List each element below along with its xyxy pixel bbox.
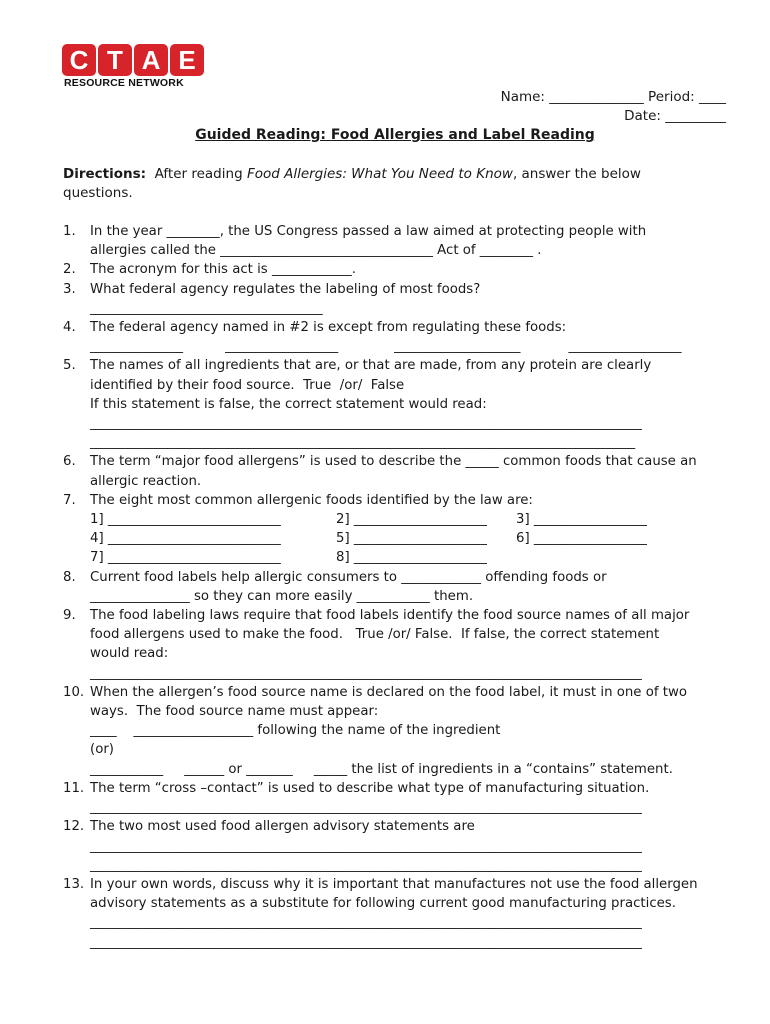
allergen-blank: 5] ____________________ bbox=[336, 531, 487, 547]
question-text: In your own words, discuss why it is important that manufactures not use the food allergen bbox=[90, 876, 698, 892]
allergen-row bbox=[90, 510, 733, 529]
question-text: The acronym for this act is ____________. bbox=[90, 262, 356, 278]
question-text: would read: bbox=[90, 646, 169, 662]
answer-blank: _________________ bbox=[568, 339, 682, 355]
question-text: Current food labels help allergic consumers to ____________ offending foods or bbox=[90, 569, 607, 585]
directions-text-before: After reading bbox=[146, 166, 247, 182]
answer-blank: ___________________________________________________________________________________ bbox=[90, 857, 642, 873]
question-text: ____ __________________ following the name of the ingredient bbox=[90, 723, 501, 739]
question-text: The federal agency named in #2 is except from regulating these foods: bbox=[90, 320, 567, 336]
allergen-row bbox=[90, 529, 733, 548]
allergen-row bbox=[90, 548, 733, 567]
answer-blank: _________________ bbox=[225, 339, 339, 355]
answer-blank: ___________________________________ bbox=[90, 300, 323, 316]
logo-subtitle: RESOURCE NETWORK bbox=[64, 77, 184, 89]
allergen-blank: 2] ____________________ bbox=[336, 512, 487, 528]
question-list bbox=[63, 222, 733, 952]
question-text: (or) bbox=[90, 742, 114, 758]
directions bbox=[63, 165, 713, 203]
logo-letters bbox=[62, 44, 207, 76]
logo-letter-a: A bbox=[134, 44, 168, 76]
question-number: 3. bbox=[63, 281, 76, 297]
question-number: 2. bbox=[63, 262, 76, 278]
ctae-logo bbox=[62, 44, 207, 89]
directions-text-after: , answer the below questions. bbox=[63, 166, 641, 201]
question-text: In the year ________, the US Congress passed a law aimed at protecting people with bbox=[90, 224, 647, 239]
question-text: _______________ so they can more easily ___________ them. bbox=[90, 588, 474, 604]
answer-blank: ___________________ bbox=[394, 339, 521, 355]
allergen-blank: 7] __________________________ bbox=[90, 550, 281, 566]
question-5 bbox=[63, 356, 733, 452]
question-7 bbox=[63, 491, 733, 568]
question-text: ways. The food source name must appear: bbox=[90, 704, 379, 720]
answer-blank: ___________________________________________________________________________________ bbox=[90, 800, 642, 816]
question-number: 6. bbox=[63, 454, 76, 470]
question-number: 5. bbox=[63, 358, 76, 374]
question-1 bbox=[63, 222, 733, 260]
logo-letter-t: T bbox=[98, 44, 132, 76]
answer-blank: ___________________________________________________________________________________ bbox=[90, 915, 642, 931]
question-6 bbox=[63, 452, 733, 490]
question-text: The eight most common allergenic foods identified by the law are: bbox=[90, 492, 533, 508]
question-number: 10. bbox=[63, 684, 85, 700]
question-number: 7. bbox=[63, 492, 76, 508]
allergen-blank: 8] ____________________ bbox=[336, 550, 487, 566]
question-number: 9. bbox=[63, 608, 76, 624]
directions-label: Directions: bbox=[63, 166, 147, 182]
question-text: advisory statements as a substitute for following current good manufacturing practices. bbox=[90, 896, 676, 912]
name-period-field: Name: ______________ Period: ____ bbox=[500, 89, 726, 105]
question-text: The two most used food allergen advisory statements are bbox=[90, 819, 475, 835]
question-text: food allergens used to make the food. True /or/ False. If false, the correct statement bbox=[90, 627, 660, 643]
question-number: 12. bbox=[63, 819, 85, 835]
answer-blank: ___________________________________________________________________________________ bbox=[90, 665, 642, 681]
directions-reading-title: Food Allergies: What You Need to Know bbox=[246, 166, 513, 182]
question-text: The names of all ingredients that are, or that are made, from any protein are clearly bbox=[90, 358, 652, 374]
question-number: 11. bbox=[63, 780, 85, 796]
answer-blank: ______________ bbox=[90, 339, 184, 355]
page-title: Guided Reading: Food Allergies and Label Reading bbox=[195, 127, 595, 143]
allergen-blank: 1] __________________________ bbox=[90, 512, 281, 528]
question-11 bbox=[63, 779, 733, 817]
logo-letter-c: C bbox=[62, 44, 96, 76]
question-number: 1. bbox=[63, 224, 76, 239]
question-text: The term “cross –contact” is used to describe what type of manufacturing situation. bbox=[90, 780, 650, 796]
answer-blank: ___________________________________________________________________________________ bbox=[90, 416, 642, 432]
logo-letter-e: E bbox=[170, 44, 204, 76]
allergen-blank: 4] __________________________ bbox=[90, 531, 281, 547]
question-text: What federal agency regulates the labeling of most foods? bbox=[90, 281, 481, 297]
date-field: Date: _________ bbox=[624, 108, 726, 124]
answer-blank: ___________________________________________________________________________________ bbox=[90, 838, 642, 854]
answer-blank: __________________________________________________________________________________ bbox=[90, 435, 636, 451]
question-text: ___________ ______ or _______ _____ the list of ingredients in a “contains” statement. bbox=[90, 761, 673, 777]
allergen-blank: 6] _________________ bbox=[516, 531, 647, 547]
question-12 bbox=[63, 817, 733, 875]
question-text: The food labeling laws require that food labels identify the food source names of all major bbox=[90, 608, 690, 624]
question-13 bbox=[63, 875, 733, 952]
question-text: identified by their food source. True /or/ False bbox=[90, 377, 405, 393]
answer-blank: ___________________________________________________________________________________ bbox=[90, 934, 642, 950]
question-text: When the allergen’s food source name is declared on the food label, it must in one of two bbox=[90, 684, 687, 700]
question-number: 4. bbox=[63, 320, 76, 336]
question-2 bbox=[63, 260, 733, 279]
question-number: 8. bbox=[63, 569, 76, 585]
allergen-blank: 3] _________________ bbox=[516, 512, 647, 528]
question-8 bbox=[63, 568, 733, 606]
question-text: If this statement is false, the correct statement would read: bbox=[90, 396, 487, 412]
question-4 bbox=[63, 318, 733, 356]
question-text: The term “major food allergens” is used to describe the _____ common foods that cause an bbox=[90, 454, 697, 470]
question-9 bbox=[63, 606, 733, 683]
question-3 bbox=[63, 280, 733, 318]
question-text: allergies called the ________________________________ Act of ________ . bbox=[90, 243, 542, 259]
question-number: 13. bbox=[63, 876, 85, 892]
question-text: allergic reaction. bbox=[90, 473, 202, 489]
question-10 bbox=[63, 683, 733, 779]
answer-blanks-row bbox=[90, 337, 733, 356]
